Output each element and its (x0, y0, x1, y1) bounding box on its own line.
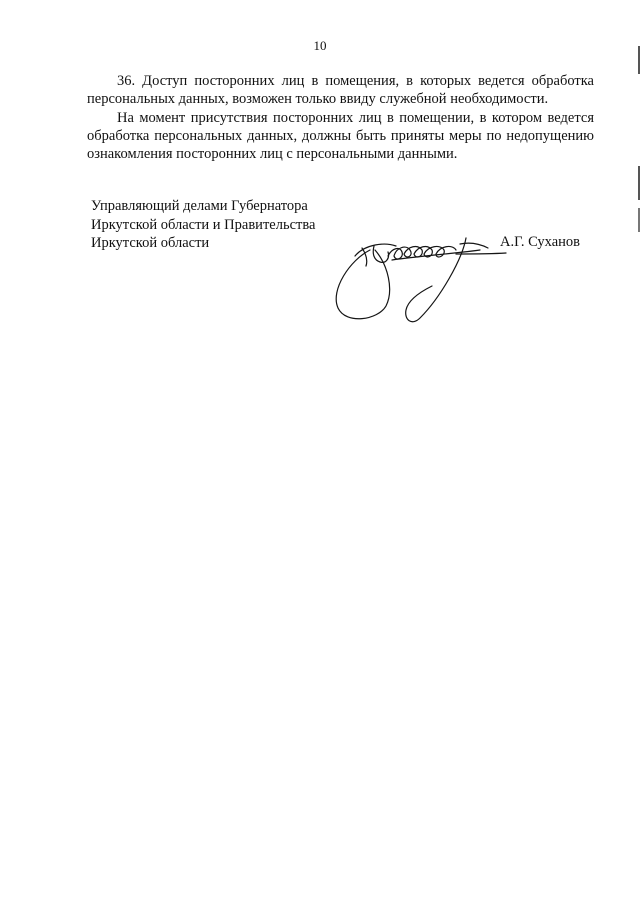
signer-name: А.Г. Суханов (500, 234, 581, 250)
scan-edge-marks (634, 40, 640, 240)
position-line: Управляющий делами Губернатора (91, 198, 308, 214)
signatory-position (91, 197, 341, 253)
position-line: Иркутской области и Правительства (91, 216, 316, 233)
body-text (87, 72, 594, 163)
position-line: Иркутской области (91, 235, 210, 251)
paragraph-presence: На момент присутствия посторонних лиц в помещении, в котором ведется обработка персональных данных, должны быть приняты меры по недопущению ознакомления посторонних лиц с персональными данными. (87, 109, 594, 163)
paragraph-36: 36. Доступ посторонних лиц в помещения, в которых ведется обработка персональных данных, возможен только ввиду служебной необходимости. (87, 73, 594, 108)
page-number: 10 (313, 38, 327, 53)
